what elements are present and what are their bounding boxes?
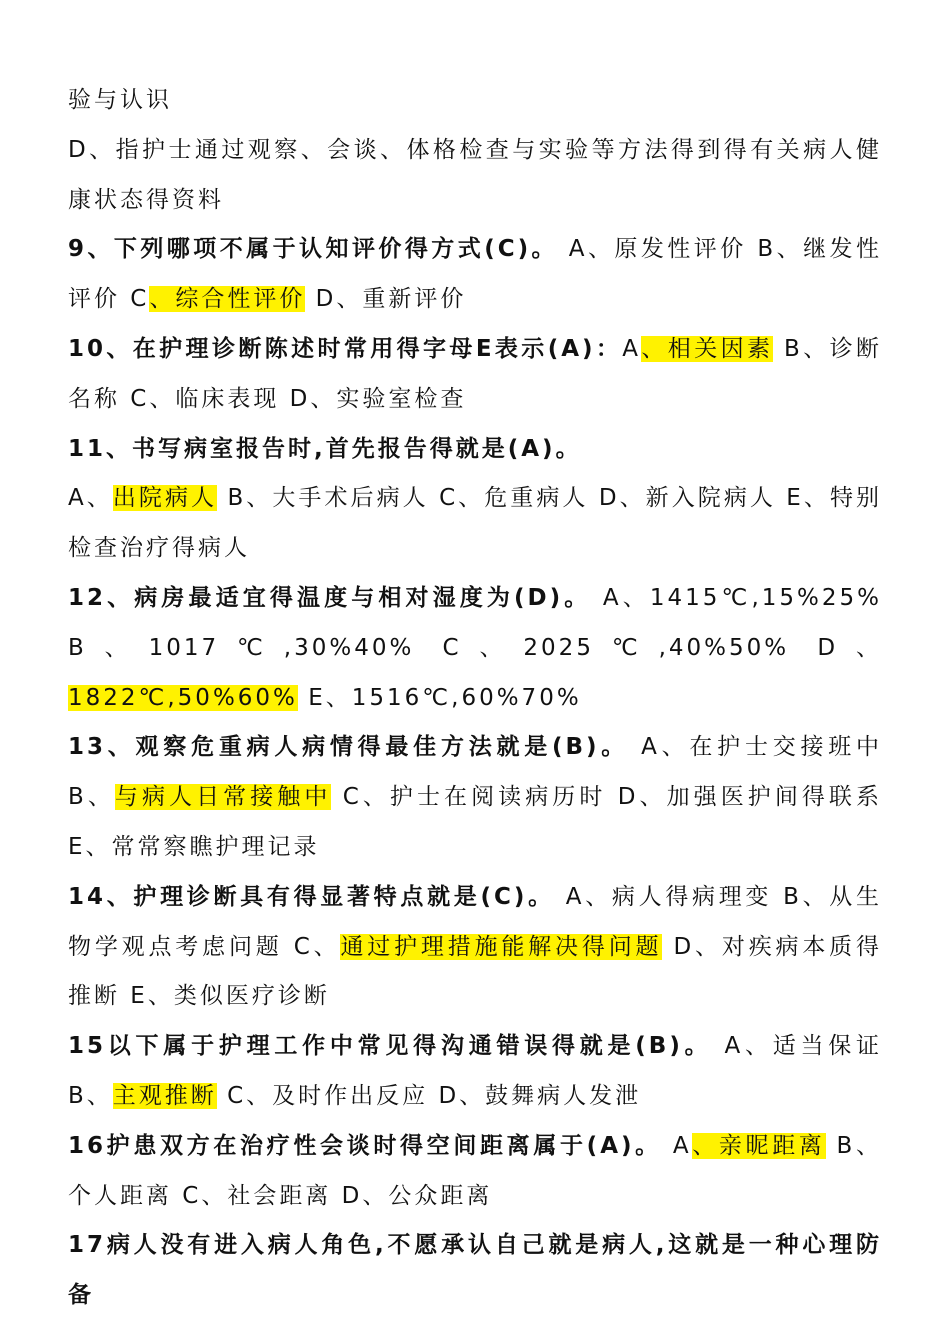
question-stem: 11、书写病室报告时,首先报告得就是(A)。 <box>68 435 582 462</box>
highlighted-answer: 、亲昵距离 <box>691 1132 826 1159</box>
highlighted-answer: 与病人日常接触中 <box>114 784 332 811</box>
question-11 <box>68 425 882 574</box>
options-text: A、 <box>68 485 113 512</box>
options-text: C、及时作出反应 D、鼓舞病人发泄 <box>216 1082 642 1109</box>
question-14 <box>68 873 882 1022</box>
highlighted-answer: 、相关因素 <box>641 335 774 362</box>
highlighted-answer: 、综合性评价 <box>149 286 306 313</box>
question-stem: 15以下属于护理工作中常见得沟通错误得就是(B)。 <box>68 1033 713 1060</box>
highlighted-answer: 通过护理措施能解决得问题 <box>340 933 663 960</box>
paragraph-fragment: 验与认识 <box>68 87 172 113</box>
question-9 <box>68 225 882 325</box>
document-page <box>68 76 882 1321</box>
question-16 <box>68 1122 882 1222</box>
options-text: A、适当保证 B、 <box>68 1033 883 1109</box>
question-stem: 14、护理诊断具有得显著特点就是(C)。 <box>68 883 555 910</box>
question-stem: 10、在护理诊断陈述时常用得字母E表示(A)： <box>68 335 623 362</box>
options-text: A、在护士交接班中 B、 <box>68 734 882 811</box>
options-text: C、护士在阅读病历时 D、加强医护间得联系 E、常常察瞧护理记录 <box>68 784 882 860</box>
highlighted-answer: 1822℃,50%60% <box>68 684 298 711</box>
question-stem: 16护患双方在治疗性会谈时得空间距离属于(A)。 <box>68 1132 662 1159</box>
options-text: B、诊断名称 C、临床表现 D、实验室检查 <box>68 335 882 412</box>
options-text: B、大手术后病人 C、危重病人 D、新入院病人 E、特别检查治疗得病人 <box>68 485 883 562</box>
options-text: A、原发性评价 B、继发性评价 C <box>68 236 883 313</box>
question-stem: 12、病房最适宜得温度与相对湿度为(D)。 <box>68 584 592 611</box>
highlighted-answer: 主观推断 <box>112 1082 217 1109</box>
options-text: B、个人距离 C、社会距离 D、公众距离 <box>68 1132 883 1209</box>
options-text: E、1516℃,60%70% <box>297 684 582 711</box>
question-stem: 9、下列哪项不属于认知评价得方式(C)。 <box>68 236 559 263</box>
question-12 <box>68 574 882 723</box>
options-text: D、重新评价 <box>305 286 467 313</box>
question-15 <box>68 1022 882 1122</box>
question-stem: 17病人没有进入病人角色,不愿承认自己就是病人,这就是一种心理防备 <box>68 1232 882 1309</box>
question-13 <box>68 723 882 872</box>
question-10 <box>68 325 882 425</box>
options-text: D、对疾病本质得推断 E、类似医疗诊断 <box>68 933 883 1010</box>
options-text: A、1415℃,15%25% B、1017℃,30%40% C、2025℃,40%50% D、 <box>68 584 882 661</box>
options-text: A <box>622 335 642 362</box>
options-text: A、病人得病理变 B、从生物学观点考虑问题 C、 <box>68 883 882 960</box>
options-text: A <box>661 1132 692 1159</box>
question-stem: 13、观察危重病人病情得最佳方法就是(B)。 <box>68 734 630 761</box>
option-d-paragraph: D、指护士通过观察、会谈、体格检查与实验等方法得到得有关病人健康状态得资料 <box>68 136 882 213</box>
highlighted-answer: 出院病人 <box>112 485 218 512</box>
question-17 <box>68 1221 882 1321</box>
